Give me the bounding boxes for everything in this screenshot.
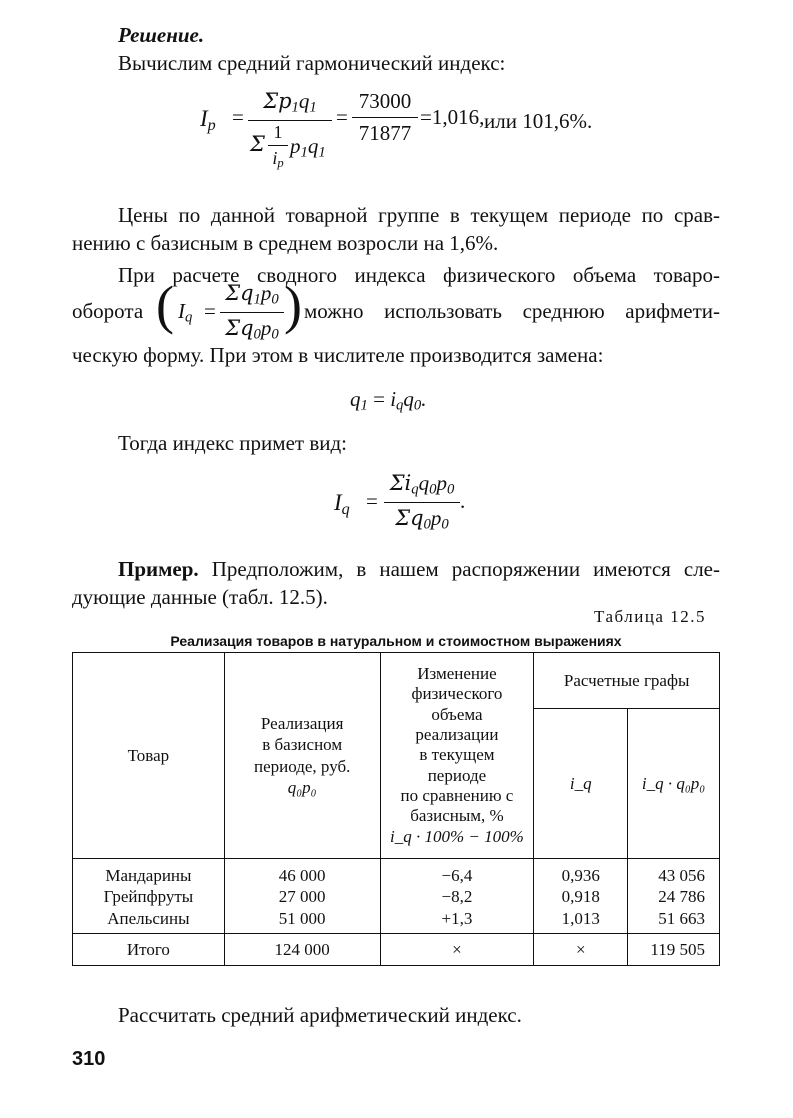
para-then: Тогда индекс примет вид:	[118, 431, 347, 455]
formula-ip-den-tail: p	[290, 133, 301, 158]
para-prices-line2: нению с базисным в среднем возросли на 1,6%.	[72, 231, 499, 255]
product-value-cell: 43 056 24 786 51 663	[628, 859, 720, 934]
para-physical-post: можно использовать среднюю арифмети-	[304, 299, 720, 323]
formula-iq-inline-lhs-sub: q	[185, 309, 193, 326]
formula-ip-lhs: I	[200, 106, 208, 131]
example-line2: дующие данные (табл. 12.5).	[72, 585, 328, 609]
total-iq: ×	[534, 933, 628, 965]
formula-iq-inline-num: Σq	[225, 281, 254, 305]
formula-ip-result: =1,016,	[420, 105, 485, 129]
formula-iq-inline-den: Σq	[225, 315, 254, 340]
total-prod: 119 505	[628, 933, 720, 965]
harmonic-intro: Вычислим средний гармонический индекс:	[118, 51, 506, 75]
formula-ip-lhs-sub: p	[207, 117, 216, 135]
table-label: Таблица 12.5	[594, 607, 706, 626]
formula-ip-den-ip-sub: p	[277, 156, 284, 171]
formula-ip-frac2	[352, 88, 418, 148]
sales-table	[72, 652, 720, 966]
book-page: Решение. Вычислим средний гармонический индекс: $I_p$ = $\Sigma p_1q_1$ Σ 1 $i_p$ $p_1q_1$ = 73000 71877 =1,016, или 101,6%. Цены по данной товарной группе в текущем периоде по срав- нению с базисным в среднем возросли на 1,6%. При расчете сводного индекса физического объема товаро- оборота ( $I_q$ = $\Sigma q_1p_0$ $\Sigma q_0p_0$ ) можно использовать среднюю арифмети- ческую форму. При этом в числителе производится замена: $q_1 = i_qq_0$. Тогда индекс примет вид: $I_q$ = $\Sigma i_qq_0p_0$ $\Sigma q_0p_0$ . Пример. Предположим, в нашем распоряжении имеются сле- дующие данные (табл. 12.5). Таблица 12.5 Реализация товаров в натуральном и стоимостном выражениях Товар Реализация в базисном периоде, руб. q₀p₀ Изменение физического объема реализации в текущем периоде по сравнению с базисным, % i_q · 100% − 100% Расчетные графы i_q i_q · q₀p₀ Мандарины Грейпфруты Апельсины 46 000 27 000 51 000 −6,4 −8,2 +1,3 0,936 0,918 1,013 43 056 24 786 51 663 Итого 124 000 × × 119 505 Рассчитать средний арифметический индекс. 310	[72, 23, 720, 1070]
change-cell: −6,4 −8,2 +1,3	[380, 859, 534, 934]
formula-ip-den-sigma: Σ	[250, 131, 265, 156]
iq-cell: 0,936 0,918 1,013	[534, 859, 628, 934]
header-change: Изменение физического объема реализации в текущем периоде по сравнению с базисным, % i_q · 100% − 100%	[380, 653, 534, 859]
formula-iq-lhs-sub: q	[341, 501, 350, 519]
para-physical-line3: ческую форму. При этом в числителе производится замена:	[72, 343, 604, 367]
para-physical-line1: При расчете сводного индекса физического объема товаро-	[118, 263, 720, 287]
solution-heading: Решение.	[118, 23, 205, 47]
header-product: Товар	[73, 653, 225, 859]
table-row	[73, 859, 720, 934]
total-change: ×	[380, 933, 534, 965]
example-text: Предположим, в нашем распоряжении имеются сле-	[198, 557, 720, 581]
formula-ip-val-num: 73000	[358, 89, 412, 113]
formula-ip-num: Σp	[263, 89, 292, 113]
product-cell: Мандарины Грейпфруты Апельсины	[73, 859, 225, 934]
formula-q1: $q_1 = i_qq_0$.	[350, 387, 427, 414]
page-number: 310	[72, 1048, 106, 1070]
formula-iq-inline-lhs: I	[178, 299, 185, 323]
formula-iq-den: Σq	[395, 505, 424, 530]
base-cell: 46 000 27 000 51 000	[224, 859, 380, 934]
example-line1	[118, 556, 720, 583]
formula-ip-percent: или 101,6%.	[484, 109, 593, 133]
para-prices-line1: Цены по данной товарной группе в текущем периоде по срав-	[118, 203, 720, 227]
example-bold: Пример.	[118, 557, 199, 581]
formula-ip-num-tail: q	[298, 89, 310, 113]
total-label: Итого	[73, 933, 225, 965]
header-iq: i_q	[534, 709, 628, 859]
formula-iq-lhs: I	[334, 490, 342, 515]
total-base: 124 000	[224, 933, 380, 965]
task-text: Рассчитать средний арифметический индекс.	[118, 1003, 522, 1027]
table-total-row	[73, 933, 720, 965]
formula-ip-den-ip: i	[272, 148, 278, 169]
table-title: Реализация товаров в натуральном и стоимостном выражениях	[170, 633, 622, 649]
formula-ip-val-den: 71877	[358, 121, 412, 146]
header-base: Реализация в базисном периоде, руб. q₀p₀	[224, 653, 380, 859]
header-calc: Расчетные графы	[534, 653, 720, 709]
para-physical-pre: оборота	[72, 299, 144, 323]
formula-ip-frac1: $\Sigma p_1q_1$ Σ 1 $i_p$ $p_1q_1$	[248, 88, 332, 167]
formula-iq-num: Σi	[389, 471, 412, 495]
formula-ip-den-one: 1	[273, 121, 283, 142]
header-iq-q0p0: i_q · q₀p₀	[628, 709, 720, 859]
